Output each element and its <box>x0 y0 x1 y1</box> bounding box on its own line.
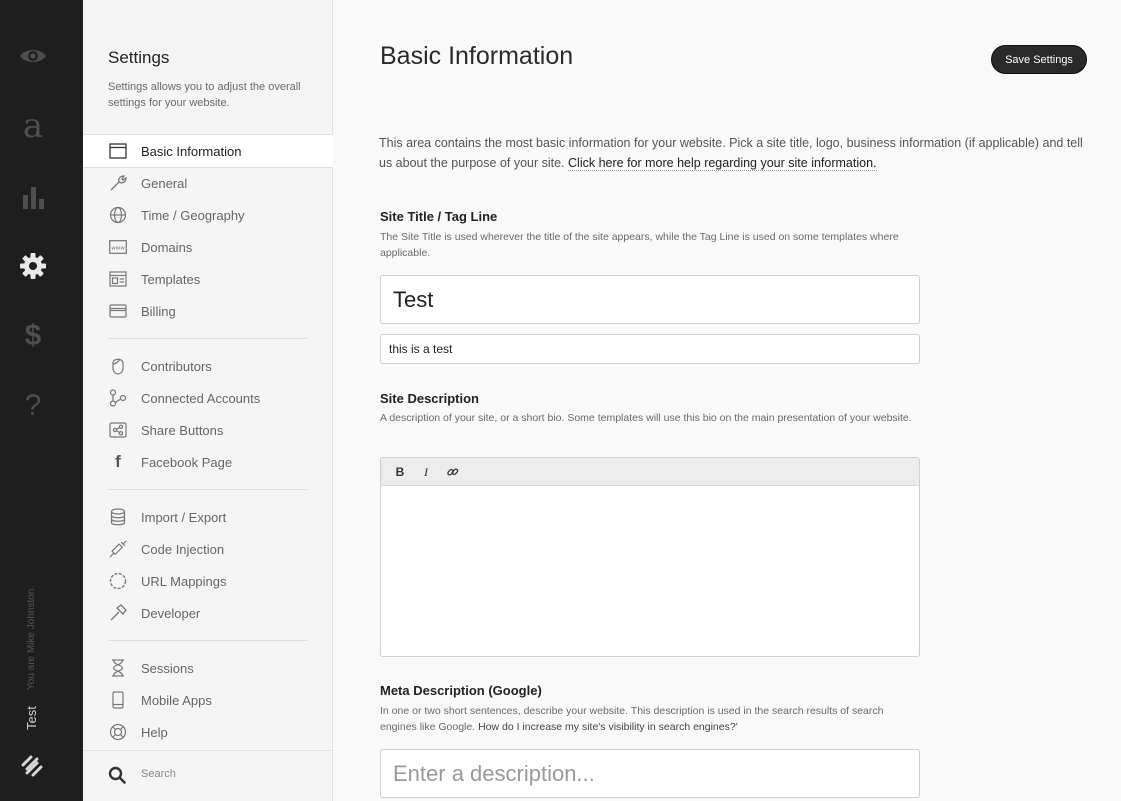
settings-panel <box>83 0 333 801</box>
menu-item-label: Sessions <box>141 660 194 676</box>
menu-item-label: Billing <box>141 303 176 319</box>
menu-item-label: Time / Geography <box>141 207 245 223</box>
editor-toolbar <box>381 458 919 486</box>
person-head-icon <box>108 356 128 376</box>
credit-card-icon <box>108 301 128 321</box>
menu-item-label: Developer <box>141 605 201 621</box>
menu-item-label: Connected Accounts <box>141 390 261 406</box>
menu-item-label: URL Mappings <box>141 573 227 589</box>
site-info-help-link[interactable]: Click here for more help regarding your site information. <box>568 156 877 170</box>
wrench-icon <box>108 173 128 193</box>
link-icon[interactable] <box>445 464 461 480</box>
menu-item-domains[interactable] <box>83 231 333 263</box>
intro-body: This area contains the most basic information for your website. Pick a site title, logo, business information (if applicable) and tell us about the purpose of your site. <box>379 136 1083 170</box>
hourglass-icon <box>108 658 128 678</box>
menu-divider <box>108 338 307 339</box>
search-label: Search <box>141 768 176 780</box>
tagline-input[interactable] <box>380 334 920 364</box>
site-description-heading: Site Description <box>380 391 479 406</box>
main-content <box>334 0 1121 801</box>
database-icon <box>108 507 128 527</box>
connected-nodes-icon <box>108 388 128 408</box>
menu-item-templates[interactable] <box>83 263 333 295</box>
menu-item-developer[interactable] <box>83 597 333 629</box>
menu-item-connected-accounts[interactable] <box>83 382 333 414</box>
page-title: Basic Information <box>380 42 574 70</box>
panel-title: Settings <box>108 48 170 67</box>
italic-button[interactable]: I <box>424 464 428 479</box>
bold-button[interactable]: B <box>395 465 405 479</box>
panel-search[interactable] <box>83 750 333 801</box>
menu-item-label: Share Buttons <box>141 422 224 438</box>
menu-item-contributors[interactable] <box>83 350 333 382</box>
menu-item-import-export[interactable] <box>83 501 333 533</box>
menu-item-label: General <box>141 175 188 191</box>
menu-item-share-buttons[interactable] <box>83 414 333 446</box>
menu-item-label: Basic Information <box>141 143 242 159</box>
bar-chart-icon[interactable] <box>0 184 66 210</box>
globe-icon <box>108 205 128 225</box>
gear-icon[interactable] <box>0 252 66 280</box>
letter-a-icon[interactable]: a <box>22 106 44 146</box>
search-icon <box>108 766 128 786</box>
menu-item-help[interactable] <box>83 716 333 748</box>
menu-divider <box>108 640 307 641</box>
menu-item-label: Templates <box>141 271 201 287</box>
question-icon[interactable]: ? <box>24 389 42 422</box>
app-icon-rail: a $ ? You are Mike Johnston. Test <box>0 0 83 801</box>
dotted-circle-icon <box>108 571 128 591</box>
menu-item-label: Facebook Page <box>141 454 233 470</box>
meta-description-input[interactable] <box>380 749 920 798</box>
dollar-icon[interactable]: $ <box>24 319 42 352</box>
lifebuoy-icon <box>108 722 128 742</box>
menu-item-label: Help <box>141 724 168 740</box>
site-title-heading: Site Title / Tag Line <box>380 209 498 224</box>
site-description-help: A description of your site, or a short bio. Some templates will use this bio on the main presentation of your website. <box>380 412 912 424</box>
meta-description-help <box>380 703 920 735</box>
menu-item-mobile-apps[interactable] <box>83 684 333 716</box>
intro-text <box>379 133 1094 173</box>
phone-icon <box>108 690 128 710</box>
seo-help-link[interactable]: How do I increase my site's visibility in search engines?' <box>478 721 738 733</box>
facebook-icon: f <box>115 452 121 471</box>
template-icon <box>108 269 128 289</box>
menu-item-label: Domains <box>141 239 193 255</box>
menu-item-code-injection[interactable] <box>83 533 333 565</box>
menu-item-general[interactable] <box>83 167 333 199</box>
save-settings-button[interactable]: Save Settings <box>991 45 1087 74</box>
hammer-icon <box>108 603 128 623</box>
menu-item-label: Code Injection <box>141 541 225 557</box>
site-title-description: The Site Title is used wherever the title of the site appears, while the Tag Line is used on some templates where applicable. <box>380 231 899 259</box>
share-icon <box>108 420 128 440</box>
window-icon <box>108 141 128 161</box>
menu-item-label: Mobile Apps <box>141 692 212 708</box>
syringe-icon <box>108 539 128 559</box>
menu-divider <box>108 489 307 490</box>
menu-item-billing[interactable] <box>83 295 333 327</box>
svg-text:www: www <box>111 245 125 252</box>
menu-item-label: Contributors <box>141 358 212 374</box>
squarespace-logo-icon[interactable] <box>20 754 44 778</box>
eye-icon[interactable] <box>0 42 66 70</box>
menu-item-basic-information[interactable] <box>83 134 333 168</box>
site-title-input[interactable] <box>380 275 920 324</box>
menu-item-label: Import / Export <box>141 509 227 525</box>
site-description-editor[interactable] <box>380 457 920 657</box>
menu-item-time-geography[interactable] <box>83 199 333 231</box>
panel-description: Settings allows you to adjust the overall settings for your website. <box>108 81 301 109</box>
menu-item-facebook-page[interactable] <box>83 446 333 478</box>
menu-item-url-mappings[interactable] <box>83 565 333 597</box>
meta-description-text: In one or two short sentences, describe your website. This description is used in the search results of search engines like Google. <box>380 705 884 733</box>
www-icon <box>108 237 128 257</box>
meta-description-heading: Meta Description (Google) <box>380 683 542 698</box>
menu-item-sessions[interactable] <box>83 652 333 684</box>
